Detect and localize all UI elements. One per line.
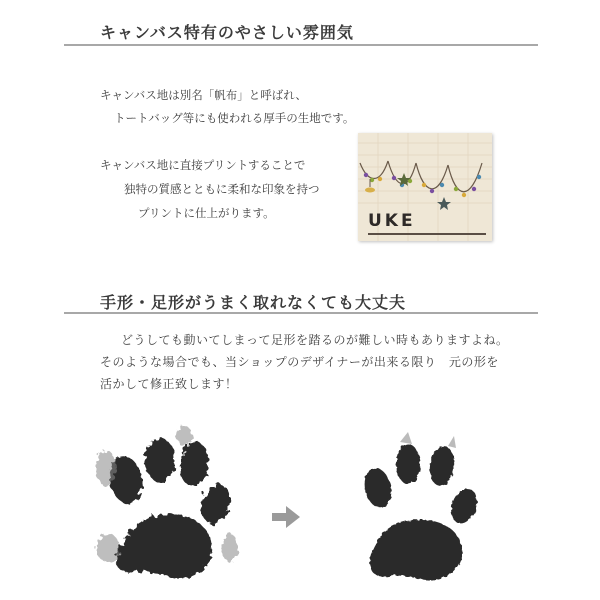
section-divider (64, 312, 538, 314)
correction-description-line: どうしても動いてしまって足形を踏るのが難しい時もありますよね。 (121, 333, 509, 347)
arrow-right-icon (272, 506, 300, 528)
canvas-description-line: トートバッグ等にも使われる厚手の生地です。 (114, 111, 355, 125)
canvas-sample-underline (368, 233, 486, 235)
paw-print-before-image (88, 418, 248, 593)
canvas-sample-image (358, 133, 492, 241)
paw-print-after-image (350, 428, 490, 593)
canvas-description-line: キャンバス地は別名「帆布」と呼ばれ、 (100, 88, 307, 102)
section-title-canvas: キャンバス特有のやさしい雰囲気 (100, 23, 354, 42)
canvas-sample-lettering: UKE (368, 211, 416, 231)
canvas-description-line: プリントに仕上がります。 (138, 206, 275, 220)
canvas-description-line: キャンバス地に直接プリントすることで (100, 158, 306, 172)
correction-description-line: そのような場合でも、当ショップのデザイナーが出来る限り 元の形を (100, 355, 499, 369)
section-divider (64, 44, 538, 46)
correction-description-line: 活かして修正致します！ (100, 377, 238, 391)
section-title-paw-correction: 手形・足形がうまく取れなくても大丈夫 (100, 293, 407, 312)
canvas-description-line: 独特の質感とともに柔和な印象を持つ (124, 182, 320, 196)
